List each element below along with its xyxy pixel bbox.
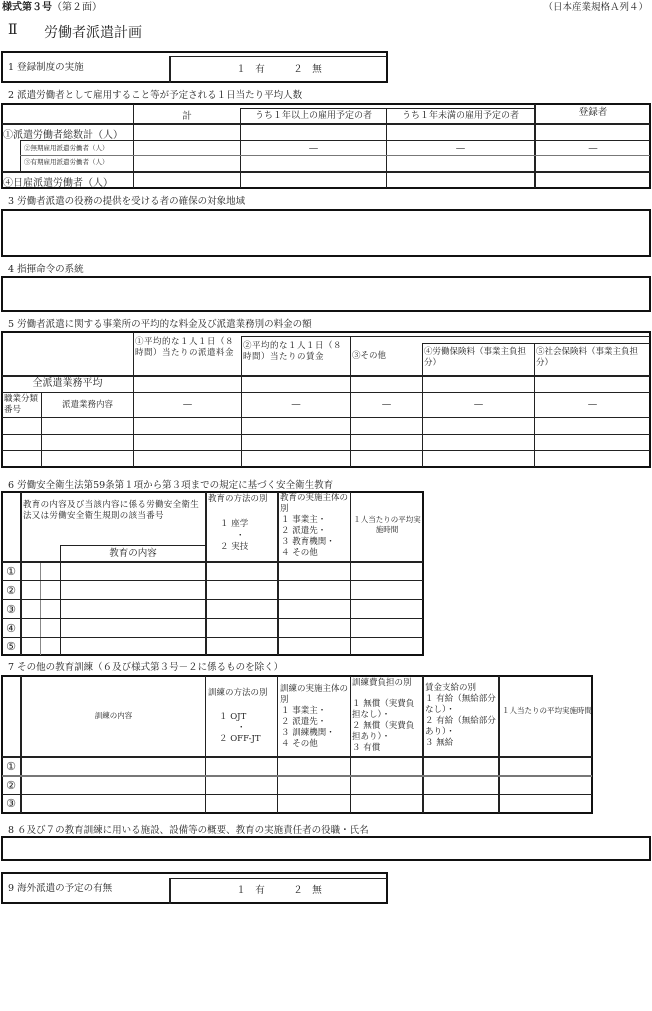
s5-job-code-label: 職業分類番号 — [4, 394, 39, 415]
s6-row-5-label: ⑤ — [6, 640, 16, 653]
s8-input[interactable] — [1, 836, 651, 861]
s7-wage-opt-3: ３ 無給 — [425, 738, 454, 748]
s2-row-2-under-1y: — — [455, 143, 466, 154]
s5-col-labor-ins: ④労働保険料（事業主負担分） — [424, 347, 527, 368]
form-number — [2, 2, 102, 14]
s7-cost-opt-3: ３ 有償 — [352, 743, 381, 753]
s6-entity-opt-3: ３ 教育機関・ — [281, 537, 335, 547]
s2-title: 2 派遣労働者として雇用すること等が予定される１日当たり平均人数 — [8, 90, 303, 101]
s6-entity-opt-2: ２ 派遣先・ — [281, 526, 327, 536]
s6-method-opt1: １ 座学 — [220, 519, 249, 529]
s7-row-3-label: ③ — [6, 797, 16, 810]
s4-title: 4 指揮命令の系統 — [8, 264, 84, 275]
s6-title: 6 労働安全衛生法第59条第１項から第３項までの規定に基づく安全衛生教育 — [8, 480, 334, 491]
s6-col-content-sub: 教育の内容 — [109, 548, 157, 559]
s5-dash-4: — — [473, 399, 484, 410]
s6-row-4-label: ④ — [6, 622, 16, 635]
s7-col-method: 訓練の方法の別 — [208, 688, 268, 698]
s7-entity-opt-2: ２ 派遣先・ — [281, 717, 327, 727]
s6-entity-opt-1: １ 事業主・ — [281, 515, 327, 525]
s7-cost-opt-2: ２ 無償（実費負担あり）・ — [352, 721, 415, 742]
s2-row-1-label: ①派遣労働者総数計（人） — [3, 130, 123, 141]
s6-row-2-label: ② — [6, 584, 16, 597]
s7-entity-opt-3: ３ 訓練機関・ — [281, 728, 335, 738]
s1-options[interactable]: １ 有 ２ 無 — [236, 64, 322, 75]
s5-title: 5 労働者派遣に関する事業所の平均的な料金及び派遣業務別の料金の額 — [8, 319, 312, 330]
s7-wage-opt-2: ２ 有給（無給部分あり）・ — [425, 716, 496, 737]
s5-dash-3: — — [381, 399, 392, 410]
s7-row-1-label: ① — [6, 760, 16, 773]
s5-all-avg-label: 全派遣業務平均 — [32, 378, 103, 389]
s5-dash-5: — — [587, 399, 598, 410]
s6-method-opt2: ２ 実技 — [220, 542, 249, 552]
s7-col-wage: 賃金支給の別 — [425, 683, 477, 693]
s9-options[interactable]: １ 有 ２ 無 — [236, 885, 322, 896]
s2-col-total: 計 — [182, 111, 192, 122]
s6-col-method: 教育の方法の別 — [208, 494, 268, 504]
s2-col-over-1y: うち１年以上の雇用予定の者 — [254, 111, 372, 121]
s6-row-1-label: ① — [6, 565, 16, 578]
s6-method-dot: ・ — [236, 531, 245, 541]
s5-dash-1: — — [182, 399, 193, 410]
s7-method-opt2: ２ OFF-JT — [219, 734, 261, 744]
s4-input[interactable] — [1, 276, 651, 312]
s5-col-wage: ②平均的な１人１日（８時間）当たりの賃金 — [243, 341, 343, 362]
s7-col-cost: 訓練費負担の別 — [352, 678, 412, 688]
s7-col-entity: 訓練の実施主体の別 — [280, 684, 349, 705]
s5-col-other: ③その他 — [352, 351, 387, 361]
section-roman: Ⅱ — [8, 22, 18, 38]
s2-row-2-registered: — — [588, 143, 598, 154]
s5-col-fee: ①平均的な１人１日（８時間）当たりの派遣料金 — [135, 337, 235, 358]
paper-size: （日本産業規格Ａ列４） — [543, 2, 648, 13]
s7-cost-opt-1: １ 無償（実費負担なし）・ — [352, 699, 415, 720]
s7-method-dot: ・ — [237, 723, 246, 733]
s6-col-entity: 教育の実施主体の別 — [280, 493, 349, 514]
s2-row-2-label: ②無期雇用派遣労働者（人） — [24, 144, 109, 152]
s7-entity-opt-4: ４ その他 — [281, 739, 318, 749]
s5-col-social-ins: ⑤社会保険料（事業主負担分） — [536, 347, 639, 368]
s2-row-3-label: ③有期雇用派遣労働者（人） — [24, 158, 109, 166]
s7-title: 7 その他の教育訓練（６及び様式第３号－２に係るものを除く） — [8, 662, 284, 673]
form-side: （第２面） — [52, 2, 102, 13]
s9-label: 9 海外派遣の予定の有無 — [8, 883, 113, 894]
s2-col-under-1y: うち１年未満の雇用予定の者 — [401, 111, 519, 121]
form-number-text: 様式第３号 — [2, 2, 52, 13]
s5-job-content-label: 派遣業務内容 — [61, 400, 113, 410]
s6-row-3-label: ③ — [6, 603, 16, 616]
s7-row-2-label: ② — [6, 779, 16, 792]
s3-input[interactable] — [1, 209, 651, 257]
s2-row-2-over-1y: — — [308, 143, 319, 154]
s5-dash-2: — — [291, 399, 301, 410]
s7-entity-opt-1: １ 事業主・ — [281, 706, 327, 716]
s7-col-hours: １人当たりの平均実施時間 — [502, 706, 592, 715]
s1-label: 1 登録制度の実施 — [8, 62, 84, 73]
s7-method-opt1: １ OJT — [219, 712, 247, 722]
s2-col-registered: 登録者 — [578, 107, 608, 118]
s6-col-hours: １人当たりの平均実施時間 — [353, 515, 421, 534]
s2-row-4-label: ④日雇派遣労働者（人） — [3, 178, 113, 189]
s3-title: 3 労働者派遣の役務の提供を受ける者の確保の対象地域 — [8, 196, 246, 207]
s7-wage-opt-1: １ 有給（無給部分なし）・ — [425, 694, 496, 715]
s7-col-content: 訓練の内容 — [94, 711, 133, 720]
s6-entity-opt-4: ４ その他 — [281, 548, 318, 558]
s6-col-content-header: 教育の内容及び当該内容に係る労働安全衛生法又は労働安全衛生規則の該当番号 — [23, 500, 200, 521]
s8-title: 8 ６及び７の教育訓練に用いる施設、設備等の概要、教育の実施責任者の役職・氏名 — [8, 825, 369, 836]
page-title: 労働者派遣計画 — [44, 25, 142, 41]
